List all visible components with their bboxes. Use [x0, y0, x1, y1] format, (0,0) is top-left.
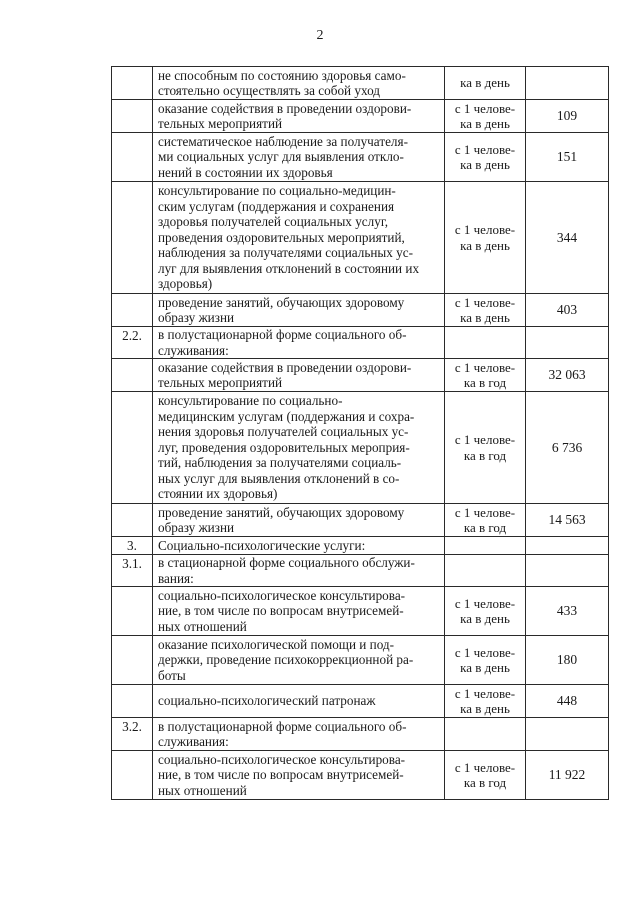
table-row [112, 294, 609, 327]
table-row [112, 587, 609, 636]
value-cell: 180 [526, 636, 609, 685]
description-line: стоянии их здоровья) [158, 486, 278, 502]
value-cell: 6 736 [526, 392, 609, 504]
value-cell [526, 718, 609, 751]
unit-line: с 1 челове- [454, 100, 516, 116]
unit-cell [445, 636, 526, 685]
description-line: служивания: [158, 734, 229, 749]
description-line: стоятельно осуществлять за собой уход [158, 83, 381, 98]
unit-cell [445, 537, 526, 555]
service-description-cell [153, 294, 445, 327]
description-line: образу жизни [158, 520, 235, 535]
description-line: ние, в том числе по вопросам внутрисемей- [158, 603, 404, 619]
service-description-cell [153, 504, 445, 537]
unit-line: ка в год [463, 447, 507, 463]
unit-line: с 1 челове- [454, 222, 516, 237]
row-number-cell [112, 685, 153, 718]
service-description-cell [153, 182, 445, 294]
description-line: вания: [158, 570, 194, 586]
description-line: ским услугам (поддержания и сохранения [158, 198, 395, 214]
value-cell: 151 [526, 133, 609, 182]
row-number-cell [112, 504, 153, 537]
table-row [112, 133, 609, 182]
row-number-cell [112, 133, 153, 182]
page-number: 2 [316, 28, 324, 43]
unit-cell [445, 67, 526, 100]
table-row [112, 182, 609, 294]
description-line: здоровья) [158, 276, 213, 292]
description-line: тельных мероприятий [158, 375, 283, 390]
unit-line: ка в день [460, 611, 510, 626]
service-description-cell [153, 327, 445, 359]
value-cell: 448 [526, 685, 609, 718]
description-line: систематическое наблюдение за получателя- [158, 133, 408, 149]
row-number-cell [112, 67, 153, 100]
table-row [112, 359, 609, 392]
description-line: ных услуг для выявления отклонений в со- [158, 470, 400, 486]
description-line: тий, наблюдения за получателями социаль- [158, 455, 402, 471]
description-line: ных отношений [158, 618, 247, 634]
services-table [111, 66, 609, 800]
service-description-cell [153, 751, 445, 800]
unit-line: с 1 челове- [454, 759, 516, 775]
value-cell: 14 563 [526, 504, 609, 537]
unit-line: с 1 челове- [454, 359, 516, 375]
description-line: служивания: [158, 342, 229, 358]
description-line: социально-психологическое консультирова- [158, 587, 406, 603]
description-line: в полустационарной форме социального об- [158, 718, 407, 734]
unit-cell [445, 327, 526, 359]
table-row [112, 67, 609, 100]
description-line: в полустационарной форме социального об- [158, 327, 407, 342]
row-number-cell [112, 359, 153, 392]
row-number-cell [112, 100, 153, 133]
service-description-cell [153, 359, 445, 392]
unit-cell [445, 685, 526, 718]
description-line: в стационарной форме социального обслужи- [158, 555, 415, 570]
unit-cell [445, 751, 526, 800]
value-cell: 11 922 [526, 751, 609, 800]
row-number-cell [112, 751, 153, 800]
unit-cell [445, 504, 526, 537]
description-line: боты [158, 667, 186, 683]
unit-line: с 1 челове- [454, 432, 516, 447]
unit-line: с 1 челове- [454, 685, 516, 701]
unit-line: ка в день [460, 310, 510, 325]
service-description-cell [153, 100, 445, 133]
service-description-cell [153, 537, 445, 555]
description-line: держки, проведение психокоррекционной ра- [158, 652, 414, 668]
unit-line: ка в год [463, 375, 507, 390]
table-row [112, 636, 609, 685]
description-line: не способным по состоянию здоровья само- [158, 67, 406, 83]
table-row [112, 100, 609, 133]
description-line: оказание психологической помощи и под- [158, 636, 395, 652]
value-cell [526, 537, 609, 555]
description-line: оказание содействия в проведении оздорови- [158, 359, 412, 375]
description-line: нения здоровья получателей социальных ус- [158, 424, 409, 440]
unit-cell [445, 359, 526, 392]
service-description-cell [153, 133, 445, 182]
service-description-cell [153, 718, 445, 751]
description-line: луг для выявления отклонений в состоянии их [158, 260, 420, 276]
service-description-cell [153, 587, 445, 636]
description-line: луг, проведения оздоровительных мероприя- [158, 439, 410, 455]
description-line: Социально-психологические услуги: [158, 537, 366, 553]
table-body [112, 67, 609, 800]
unit-line: ка в день [460, 157, 510, 172]
description-line: социально-психологический патронаж [158, 693, 376, 709]
description-line: нений в состоянии их здоровья [158, 164, 333, 180]
description-line: проведение занятий, обучающих здоровому [158, 294, 405, 310]
value-cell: 344 [526, 182, 609, 294]
unit-cell [445, 294, 526, 327]
description-line: оказание содействия в проведении оздорови- [158, 100, 412, 116]
unit-cell [445, 392, 526, 504]
row-number-cell: 3. [112, 537, 153, 555]
row-number-cell [112, 392, 153, 504]
description-line: ных отношений [158, 782, 247, 798]
table-row [112, 685, 609, 718]
row-number-cell [112, 587, 153, 636]
description-line: тельных мероприятий [158, 116, 283, 131]
unit-line: с 1 челове- [454, 644, 516, 660]
description-line: ние, в том числе по вопросам внутрисемей- [158, 767, 404, 783]
unit-line: ка в день [460, 701, 510, 716]
description-line: социально-психологическое консультирова- [158, 751, 406, 767]
table-row [112, 327, 609, 359]
unit-cell [445, 555, 526, 587]
table-row [112, 751, 609, 800]
unit-line: ка в день [460, 660, 510, 675]
unit-line: с 1 челове- [454, 595, 516, 611]
description-line: консультирование по социально-медицин- [158, 183, 396, 199]
description-line: проведения оздоровительных мероприятий, [158, 229, 405, 245]
value-cell [526, 555, 609, 587]
service-description-cell [153, 555, 445, 587]
unit-line: с 1 челове- [454, 504, 516, 520]
row-number-cell: 3.2. [112, 718, 153, 751]
table-row [112, 555, 609, 587]
unit-line: с 1 челове- [454, 294, 516, 310]
description-line: медицинским услугам (поддержания и сохра- [158, 408, 415, 424]
service-description-cell [153, 67, 445, 100]
row-number-cell: 3.1. [112, 555, 153, 587]
unit-cell [445, 100, 526, 133]
value-cell [526, 327, 609, 359]
table-row [112, 392, 609, 504]
value-cell: 32 063 [526, 359, 609, 392]
description-line: проведение занятий, обучающих здоровому [158, 504, 405, 520]
unit-line: ка в день [460, 237, 510, 253]
value-cell: 403 [526, 294, 609, 327]
table-row [112, 504, 609, 537]
service-description-cell [153, 392, 445, 504]
unit-line: ка в год [463, 775, 507, 790]
row-number-cell [112, 182, 153, 294]
row-number-cell: 2.2. [112, 327, 153, 359]
description-line: образу жизни [158, 310, 235, 325]
value-cell [526, 67, 609, 100]
unit-cell [445, 718, 526, 751]
service-description-cell [153, 636, 445, 685]
unit-line: ка в день [460, 116, 510, 131]
description-line: консультирование по социально- [158, 393, 343, 409]
row-number-cell [112, 636, 153, 685]
unit-cell [445, 587, 526, 636]
unit-line: ка в год [463, 520, 507, 535]
unit-cell [445, 133, 526, 182]
table-row [112, 537, 609, 555]
description-line: наблюдения за получателями социальных ус- [158, 245, 413, 261]
unit-line: с 1 челове- [454, 141, 516, 157]
description-line: здоровья получателей социальных услуг, [158, 214, 389, 230]
service-description-cell [153, 685, 445, 718]
unit-cell [445, 182, 526, 294]
description-line: ми социальных услуг для выявления откло- [158, 149, 404, 165]
value-cell: 433 [526, 587, 609, 636]
unit-line: ка в день [460, 75, 510, 91]
row-number-cell [112, 294, 153, 327]
table-row [112, 718, 609, 751]
value-cell: 109 [526, 100, 609, 133]
